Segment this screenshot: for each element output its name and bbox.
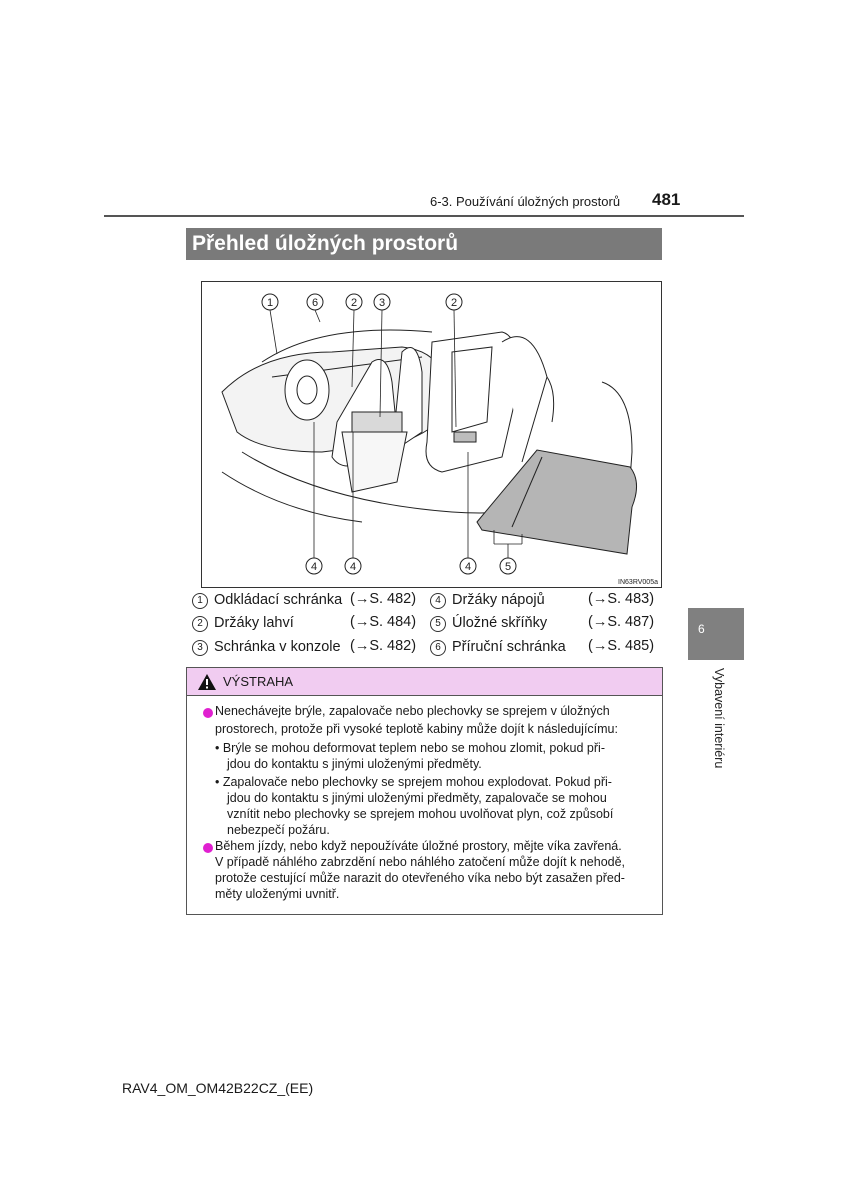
chapter-tab — [688, 608, 744, 660]
footer-code: RAV4_OM_OM42B22CZ_(EE) — [122, 1080, 314, 1096]
warning-line: prostorech, protože při vysoké teplotě kabiny může dojít k následujícímu: — [215, 722, 618, 736]
interior-illustration — [201, 281, 662, 588]
page-number: 481 — [652, 190, 681, 209]
warning-box — [186, 667, 663, 915]
warning-triangle-icon — [197, 673, 217, 691]
legend-ref-5: (→S. 487) — [588, 614, 655, 630]
warning-line: Nenechávejte brýle, zapalovače nebo plechovky se sprejem v úložných — [215, 704, 610, 718]
chapter-tab-number: 6 — [698, 622, 705, 636]
warning-line: V případě náhlého zabrzdění nebo náhlého zatočení může dojít k nehodě, — [215, 855, 626, 869]
legend-item-5: 5 Úložné skříňky — [430, 613, 547, 633]
warning-line: protože cestující může narazit do otevřeného víka nebo být zasažen před- — [215, 871, 625, 885]
illustration-code: IN63RV005a — [618, 579, 658, 586]
legend-item-6: 6 Příruční schránka — [430, 637, 566, 657]
warning-line: nebezpečí požáru. — [227, 823, 330, 837]
bullet-dot-2 — [203, 843, 213, 853]
legend-item-1: 1 Odkládací schránka — [192, 590, 342, 610]
legend-ref-3: (→S. 482) — [350, 638, 417, 654]
warning-line: vznítit nebo plechovky se sprejem mohou uvolňovat plyn, což způsobí — [227, 807, 614, 821]
warning-line: měty uloženými uvnitř. — [215, 887, 340, 901]
callout-1: 1 — [266, 297, 274, 309]
legend-ref-4: (→S. 483) — [588, 591, 655, 607]
callout-3: 3 — [378, 297, 386, 309]
legend-ref-6: (→S. 485) — [588, 638, 655, 654]
callout-5: 5 — [504, 561, 512, 573]
legend-item-2: 2 Držáky lahví — [192, 613, 294, 633]
warning-line: jdou do kontaktu s jinými uloženými předměty, zapalovače se mohou — [227, 791, 607, 805]
callout-2b: 2 — [450, 297, 458, 309]
callout-4a: 4 — [310, 561, 318, 573]
chapter-label: Vybavení interiéru — [712, 668, 726, 769]
legend-ref-2: (→S. 484) — [350, 614, 417, 630]
callout-4b: 4 — [349, 561, 357, 573]
callout-4c: 4 — [464, 561, 472, 573]
legend-ref-1: (→S. 482) — [350, 591, 417, 607]
callout-2a: 2 — [350, 297, 358, 309]
legend-item-4: 4 Držáky nápojů — [430, 590, 545, 610]
warning-line: • Zapalovače nebo plechovky se sprejem mohou explodovat. Pokud při- — [215, 775, 612, 789]
legend-item-3: 3 Schránka v konzole — [192, 637, 341, 657]
callout-6: 6 — [311, 297, 319, 309]
page-title: Přehled úložných prostorů — [186, 228, 662, 260]
warning-title: VÝSTRAHA — [223, 674, 294, 689]
section-header: 6-3. Používání úložných prostorů — [430, 194, 621, 209]
warning-line: • Brýle se mohou deformovat teplem nebo se mohou zlomit, pokud při- — [215, 741, 605, 755]
header-rule — [104, 215, 744, 217]
bullet-dot-1 — [203, 708, 213, 718]
warning-line: jdou do kontaktu s jinými uloženými předměty. — [227, 757, 482, 771]
warning-header — [187, 668, 662, 696]
warning-line: Během jízdy, nebo když nepoužíváte úložné prostory, mějte víka zavřená. — [215, 839, 622, 853]
